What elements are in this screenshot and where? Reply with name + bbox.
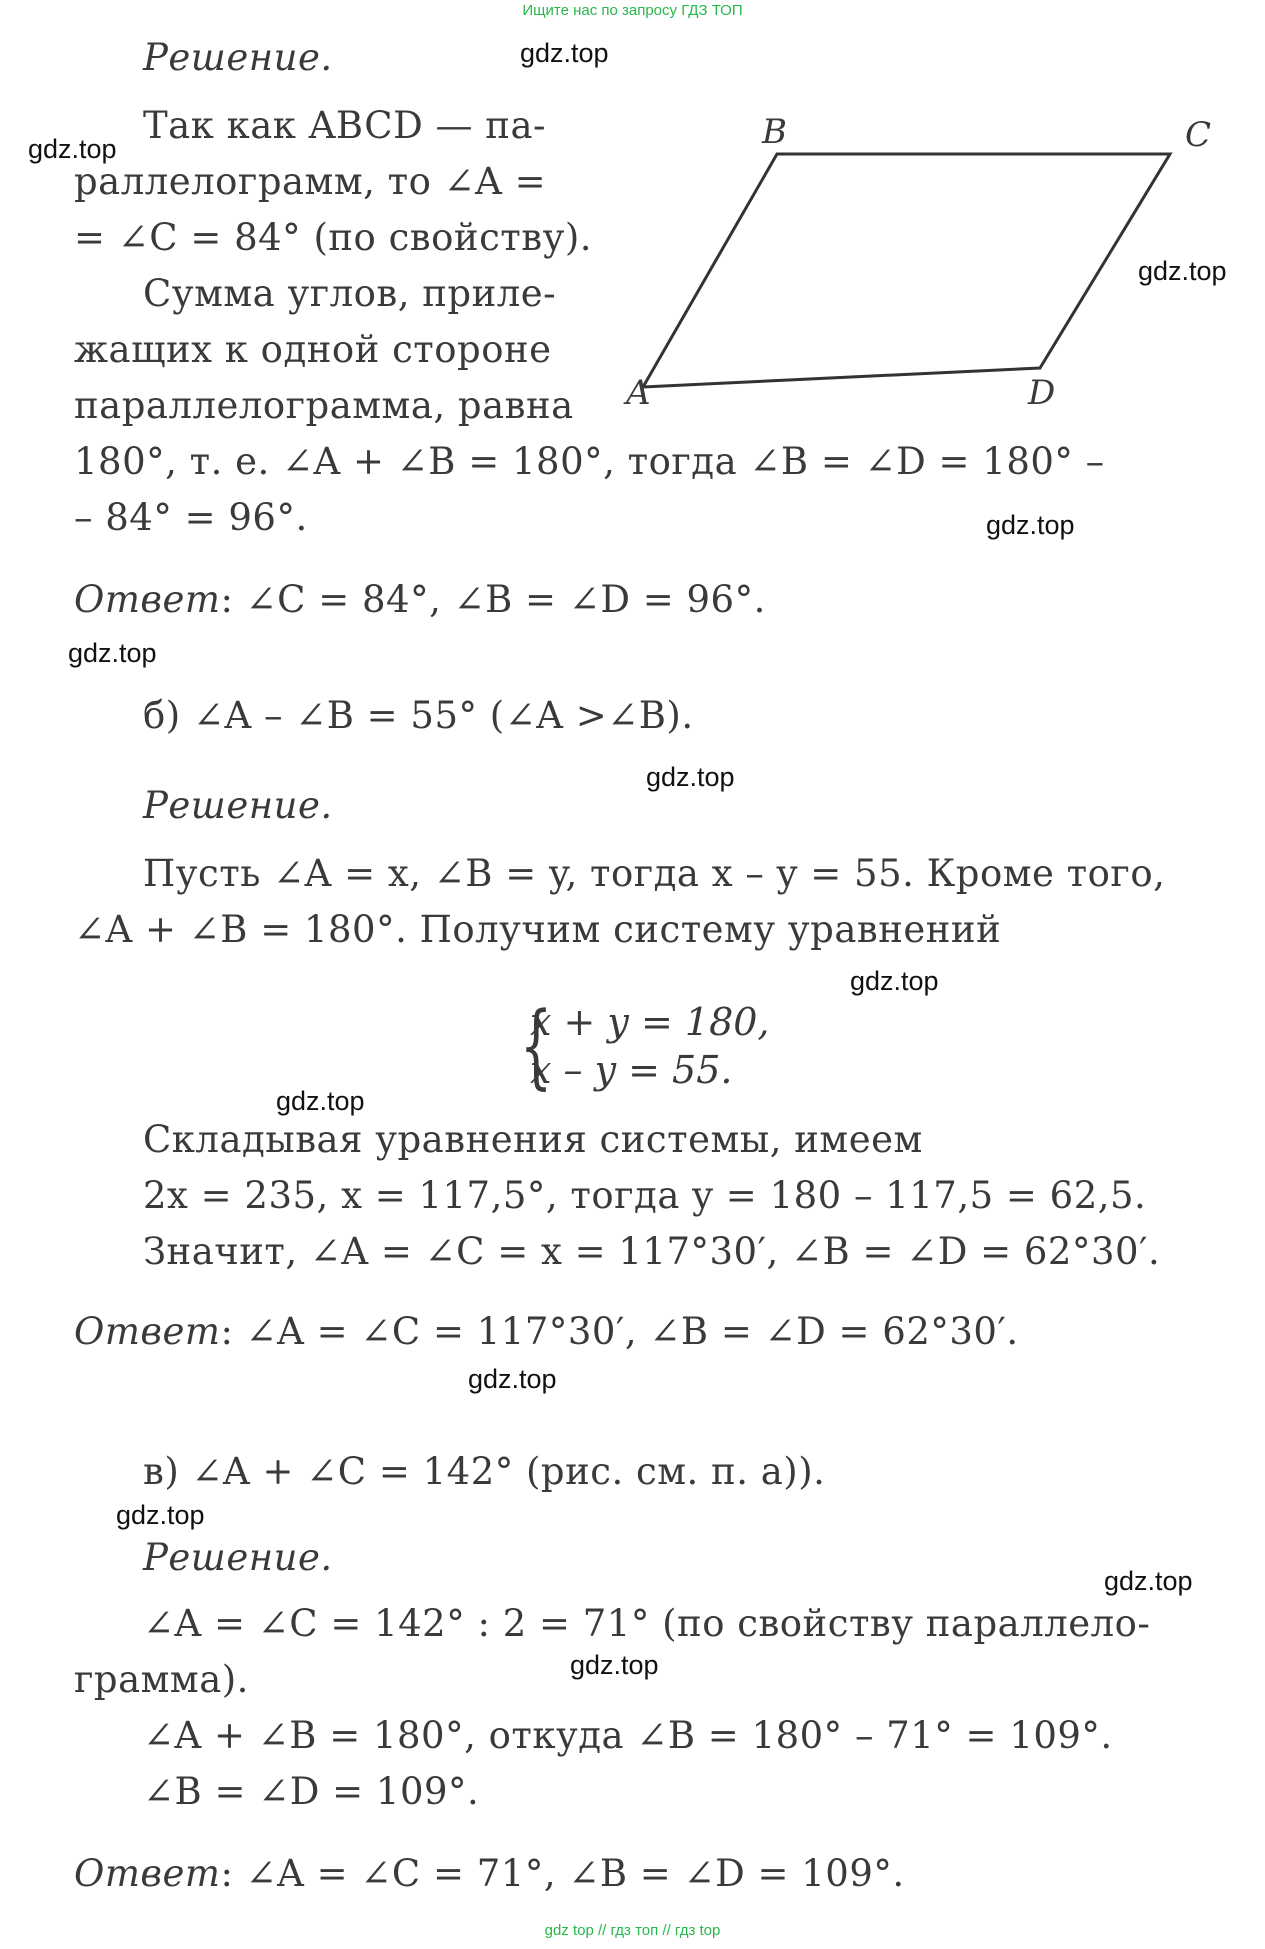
text-line: ∠B = ∠D = 109°. bbox=[143, 1770, 480, 1813]
text-line: ∠A + ∠B = 180°, откуда ∠B = 180° – 71° = 109°. bbox=[143, 1714, 1113, 1757]
watermark-text: gdz.top bbox=[986, 510, 1075, 540]
solution-heading-a: Решение. bbox=[143, 36, 333, 79]
watermark-text: gdz.top bbox=[1104, 1566, 1193, 1596]
watermark-text: gdz.top bbox=[646, 762, 735, 792]
answer-c bbox=[74, 1852, 905, 1896]
watermark-text: gdz.top bbox=[28, 134, 117, 164]
text-line: жащих к одной стороне bbox=[74, 328, 552, 371]
text-line: = ∠C = 84° (по свойству). bbox=[74, 216, 593, 259]
answer-label: Ответ bbox=[74, 1852, 221, 1895]
system-equation-2: x – y = 55. bbox=[530, 1048, 733, 1092]
watermark-text: gdz.top bbox=[116, 1500, 205, 1530]
bottom-banner-link[interactable]: gdz top // гдз топ // гдз top bbox=[544, 1922, 721, 1939]
answer-text: : ∠A = ∠C = 117°30′, ∠B = ∠D = 62°30′. bbox=[220, 1310, 1019, 1353]
text-line: Пусть ∠A = x, ∠B = y, тогда x – y = 55. Кроме того, bbox=[143, 852, 1166, 895]
text-line: грамма). bbox=[74, 1658, 249, 1701]
vertex-b-label: B bbox=[762, 112, 787, 152]
text-line: Так как ABCD — па- bbox=[143, 104, 547, 147]
answer-text: : ∠C = 84°, ∠B = ∠D = 96°. bbox=[220, 578, 766, 621]
parallelogram-shape bbox=[643, 154, 1170, 387]
text-line: Складывая уравнения системы, имеем bbox=[143, 1118, 923, 1161]
text-line: – 84° = 96°. bbox=[74, 496, 308, 539]
condition-c: в) ∠A + ∠C = 142° (рис. см. п. а)). bbox=[143, 1450, 826, 1493]
top-banner-link[interactable]: Ищите нас по запросу ГДЗ ТОП bbox=[522, 2, 743, 19]
condition-b: б) ∠A – ∠B = 55° (∠A >∠B). bbox=[143, 694, 694, 737]
system-brace: { bbox=[520, 992, 553, 1099]
solution-heading-b: Решение. bbox=[143, 784, 333, 827]
watermark-text: gdz.top bbox=[520, 38, 609, 68]
solution-heading-c: Решение. bbox=[143, 1536, 333, 1579]
text-line: Сумма углов, приле- bbox=[143, 272, 557, 315]
text-line: 180°, т. е. ∠A + ∠B = 180°, тогда ∠B = ∠D = 180° – bbox=[74, 440, 1105, 483]
text-line: раллелограмм, то ∠A = bbox=[74, 160, 547, 203]
answer-label: Ответ bbox=[74, 578, 221, 621]
text-line: ∠A + ∠B = 180°. Получим систему уравнений bbox=[74, 908, 1002, 951]
watermark-text: gdz.top bbox=[276, 1086, 365, 1116]
watermark-text: gdz.top bbox=[850, 966, 939, 996]
system-equation-1: x + y = 180, bbox=[530, 1000, 770, 1044]
answer-label: Ответ bbox=[74, 1310, 221, 1353]
answer-text: : ∠A = ∠C = 71°, ∠B = ∠D = 109°. bbox=[220, 1852, 905, 1895]
vertex-d-label: D bbox=[1028, 373, 1056, 413]
watermark-text: gdz.top bbox=[1138, 256, 1227, 286]
text-line: параллелограмма, равна bbox=[74, 384, 574, 427]
vertex-a-label: A bbox=[626, 373, 651, 413]
answer-a bbox=[74, 578, 766, 622]
text-line: Значит, ∠A = ∠C = x = 117°30′, ∠B = ∠D = 62°30′. bbox=[143, 1230, 1161, 1273]
watermark-text: gdz.top bbox=[68, 638, 157, 668]
text-line: ∠A = ∠C = 142° : 2 = 71° (по свойству параллело- bbox=[143, 1602, 1151, 1645]
watermark-text: gdz.top bbox=[468, 1364, 557, 1394]
vertex-c-label: C bbox=[1185, 115, 1212, 155]
text-line: 2x = 235, x = 117,5°, тогда y = 180 – 117,5 = 62,5. bbox=[143, 1174, 1147, 1217]
answer-b bbox=[74, 1310, 1019, 1354]
watermark-text: gdz.top bbox=[570, 1650, 659, 1680]
